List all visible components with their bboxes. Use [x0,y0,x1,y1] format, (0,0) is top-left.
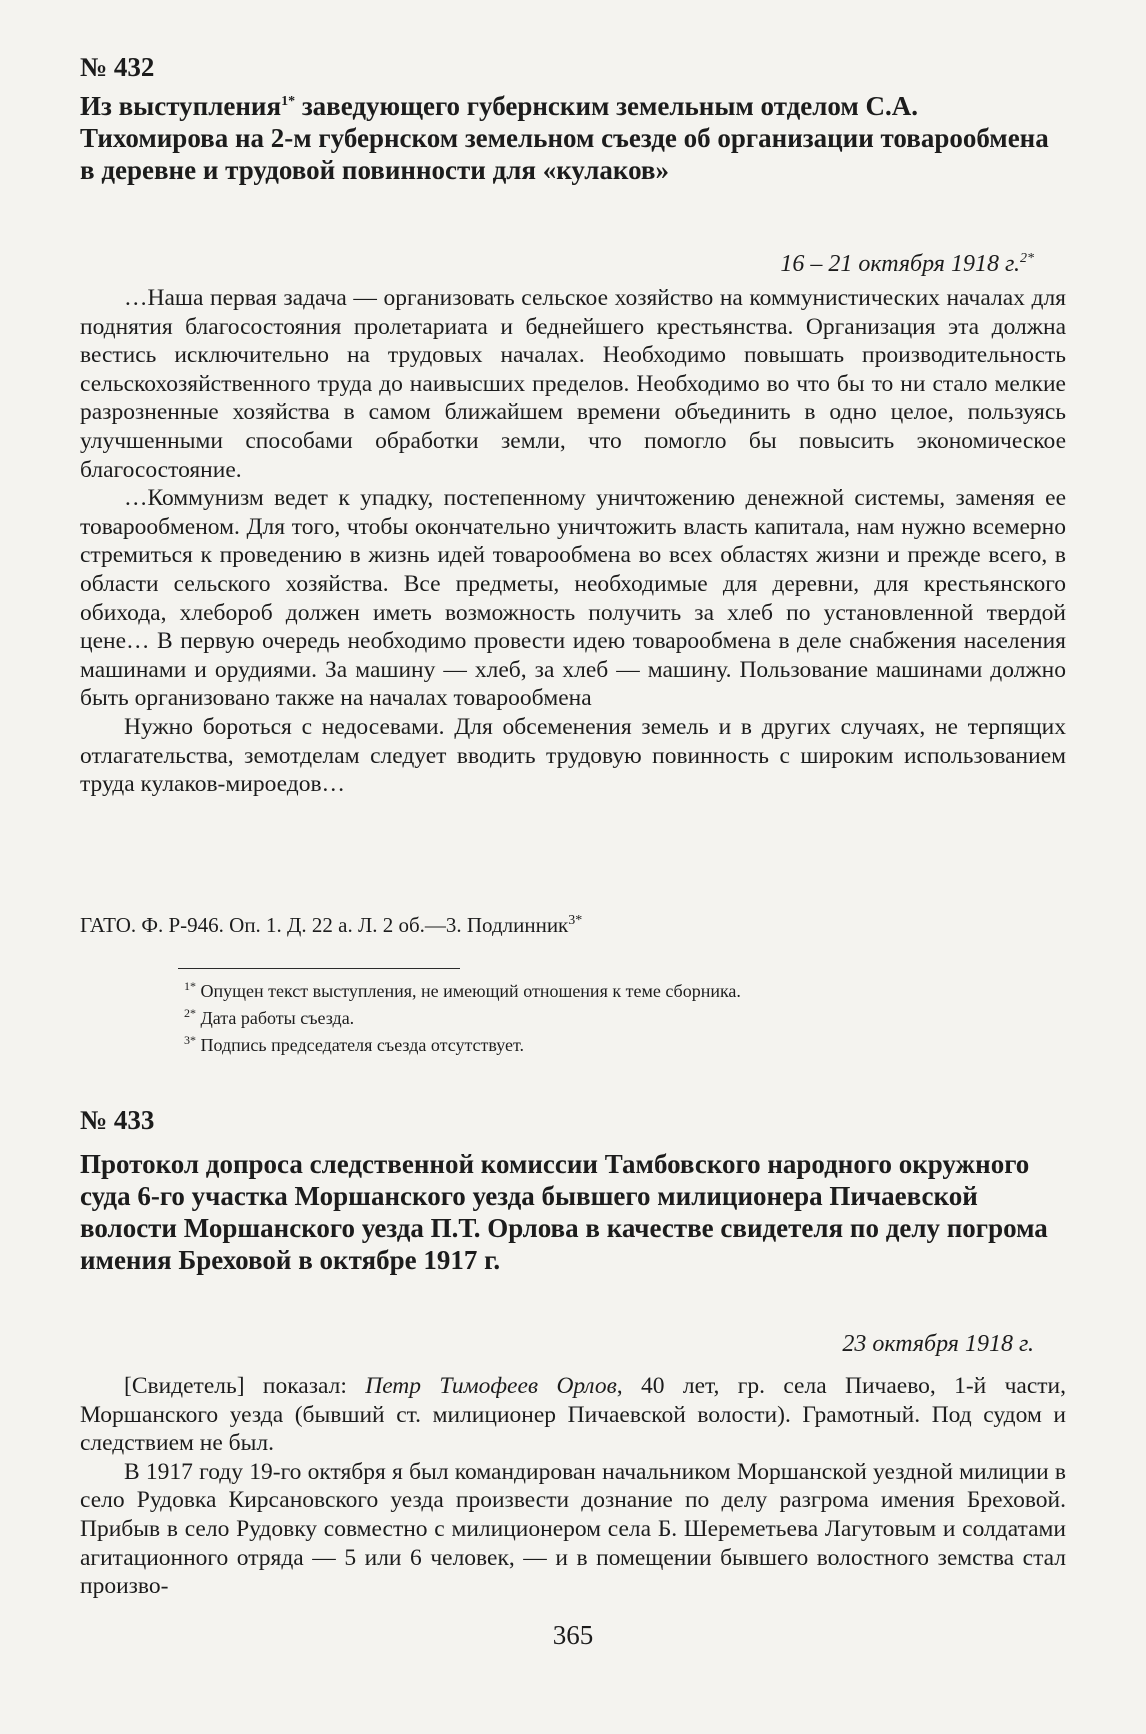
doc432-date-footnote-mark: 2* [1020,251,1034,266]
doc432-title-footnote-mark: 1* [281,94,296,109]
page-number: 365 [552,1620,594,1650]
witness-name: Петр Тимофеев Орлов [365,1373,617,1399]
doc432-archive-reference: ГАТО. Ф. Р-946. Оп. 1. Д. 22 а. Л. 2 об.—3. Подлинник$^{3*}$ [80,913,583,937]
doc432-number: № 432 [80,52,155,82]
footnote-divider [178,968,460,969]
doc433-number: № 433 [80,1105,155,1135]
doc432-paragraph-1: …Наша первая задача — организовать сельское хозяйство на коммунистических началах для поднятия благосостояния пролетариата и беднейшего крестьянства. Организация эта должна вестись исключительно на трудовых началах. Необходимо повышать производительность сельскохозяйственного труда до наивысших пределов. Необходимо во что бы то ни стало мелкие разрозненные хозяйства в самом ближайшем времени объединить в одно целое, пользуясь улучшенными способами обработки земли, что помогло бы повысить экономическое благосостояние. [80,285,1066,483]
doc432-text [80,284,1066,799]
doc433-text [80,1372,1066,1601]
footnote-1: $^{1*}$ Опущен текст выступления, не имеющий отношения к теме сборника. [184,979,741,1001]
footnote-3: $^{3*}$ Подпись председателя съезда отсутствует. [184,1033,525,1055]
doc433-paragraph-2: В 1917 году 19-го октября я был командирован начальником Моршанской уездной милиции в село Рудовка Кирсановского уезда произвести дознание по делу разгрома имения Бреховой. Прибыв в село Рудовку совместно с милиционером села Б. Шереметьева Лагутовым и солдатами агитационного отряда — 5 или 6 человек, — и в помещении бывшего волостного земства стал произво- [80,1458,1066,1600]
doc433-paragraph-1: [Свидетель] показал: Петр Тимофеев Орлов, 40 лет, гр. села Пичаево, 1-й части, Моршанского уезда (бывший ст. милиционер Пичаевской волости). Грамотный. Под судом и следствием не был. [80,1373,1066,1457]
doc432-date: 16 – 21 октября 1918 г.$^{2*}$ [780,251,1034,277]
doc432-archive-footnote-mark: 3* [568,913,583,928]
doc432-footnotes [184,978,1064,1059]
doc432-paragraph-2: …Коммунизм ведет к упадку, постепенному уничтожению денежной системы, заменяя ее товарообменом. Для того, чтобы окончательно уничтожить власть капитала, нам нужно всемерно стремиться к проведению в жизнь идей товарообмена во всех областях жизни и прежде всего, в области сельского хозяйства. Все предметы, необходимые для деревни, для крестьянского обихода, хлебороб должен иметь возможность получить за хлеб по установленной твердой цене… В первую очередь необходимо провести идею товарообмена в деле снабжения населения машинами и орудиями. За машину — хлеб, за хлеб — машину. Пользование машинами должно быть организовано также на началах товарообмена [80,485,1066,712]
doc433-date: 23 октября 1918 г. [842,1331,1034,1357]
footnote-2: $^{2*}$ Дата работы съезда. [184,1006,355,1028]
doc432-paragraph-3: Нужно бороться с недосевами. Для обсеменения земель и в других случаях, не терпящих отлагательства, земотделам следует вводить трудовую повинность с широким использованием труда кулаков-мироедов… [80,713,1066,798]
doc432-title: Из выступления$^{1*}$ заведующего губернским земельным отделом С.А. Тихомирова на 2-м губернском земельном съезде об организации товарообмена в деревне и трудовой повинности для «кулаков» [80,91,1049,185]
doc433-title: Протокол допроса следственной комиссии Тамбовского народного окружного суда 6-го участка Моршанского уезда бывшего милиционера Пичаевской волости Моршанского уезда П.Т. Орлова в качестве свидетеля по делу погрома имения Бреховой в октябре 1917 г. [80,1149,1048,1275]
